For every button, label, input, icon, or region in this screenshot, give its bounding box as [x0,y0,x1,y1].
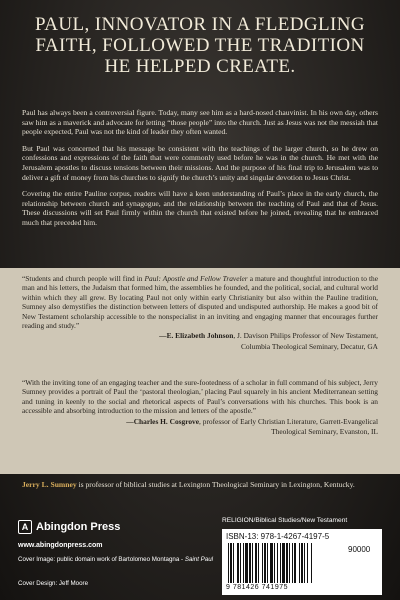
price-code: 90000 [348,545,371,554]
barcode-bar [243,543,244,583]
barcode-bar [299,543,300,583]
cover-design-credit: Cover Design: Jeff Moore [18,580,89,587]
barcode-bar [262,543,263,583]
barcode-bar [228,543,229,583]
barcode-bar [304,543,305,583]
barcode-bar [249,543,251,583]
barcode-bar [258,543,259,583]
reviewer-title: , professor of Early Christian Literature, Garrett-Evangelical [199,416,378,426]
barcode-bar [289,543,290,583]
book-title-italic: Paul: Apostle and Fellow Traveler [144,274,248,283]
publisher-name: Abingdon Press [36,521,121,533]
review-johnson [22,274,378,351]
review-cosgrove [22,378,378,436]
barcode-image [226,543,344,583]
isbn-label: ISBN-13: 978-1-4267-4197-5 [226,532,330,541]
author-bio-text: is professor of biblical studies at Lexington Theological Seminary in Lexington, Kentucky. [76,480,355,489]
review-quote [22,274,378,330]
barcode-bar [282,543,285,583]
barcode-bar [286,543,288,583]
barcode-bar [277,543,278,583]
barcode-bar [311,543,312,583]
author-name: Jerry L. Sumney [22,480,77,489]
barcode-bar [274,543,275,583]
headline-line-2: FAITH, FOLLOWED THE TRADITION [35,35,365,56]
barcode-digits: 9 781426 741975 [226,584,288,591]
barcode-bar [264,543,266,583]
barcode-bar [240,543,241,583]
reviews-panel [0,268,400,474]
barcode-bar [245,543,248,583]
review-attribution [22,331,378,340]
intro-paragraph-2: But Paul was concerned that his message be consistent with the teachings of the larger church, so he drew on confessions and expressions of the faith that were commonly used before he was in the church. He met with the Jerusalem apostles to discuss tensions between their missions. And the purpose of his final trip to Jerusalem was to deliver a gift of money from his churches to signify the church’s unity and singular devotion to Jesus Christ. [22,143,378,182]
cover-image-credit-text: Cover Image: public domain work of Bartolomeo Montagna - [18,556,185,563]
barcode-bar [280,543,281,583]
intro-paragraph-1: Paul has always been a controversial figure. Today, many see him as a hard-nosed chauvinist. In his own day, others saw him as a maverick and advocate for letting “those people” into the church. Just as Jesus was not the messiah that people expected, Paul was not the kind of leader they often wanted. [22,108,378,137]
headline-line-3: HE HELPED CREATE. [104,56,296,77]
barcode-bar [252,543,253,583]
abingdon-logo-icon: A [18,520,32,534]
barcode-bar [307,543,308,583]
publisher-website: www.abingdonpress.com [18,542,103,549]
review-attribution [22,417,378,426]
cover-image-title: Saint Paul [184,556,214,563]
barcode-bar [230,543,232,583]
headline-line-1: PAUL, INNOVATOR IN A FLEDGLING [35,14,365,35]
intro-paragraph-3: Covering the entire Pauline corpus, readers will have a keen understanding of Paul’s place in the early church, the relationship between church and synagogue, and the relationship between the teaching of Paul and that of Jesus. These discussions will set Paul firmly within the church that existed before he joined, revealing that he embraced much that preceded him. [22,189,378,227]
barcode-bar [294,543,296,583]
barcode-bar [301,543,303,583]
barcode-bar [255,543,257,583]
barcode-bar [292,543,293,583]
intro-text [22,108,378,235]
review-quote: “With the inviting tone of an engaging teacher and the sure-footedness of a scholar in full command of his subject, Jerry Sumney provides a portrait of Paul the ‘pastoral theologian,’ placing Paul squarely in his ancient Mediterranean setting and tuning in keenly to the social and rhetorical aspects of Paul’s conversations with his churches. This book is an accessible and absorbing introduction to the mission and letters of the apostle.” [22,378,378,416]
reviewer-affiliation: Columbia Theological Seminary, Decatur, GA [240,341,378,351]
cover-image-credit [18,556,213,564]
barcode-bar [270,543,273,583]
category-label: RELIGION/Biblical Studies/New Testament [222,517,348,524]
isbn-barcode-box [222,529,382,595]
reviewer-title: , J. Davison Philips Professor of New Testament, [233,331,378,341]
barcode-bar [267,543,268,583]
reviewer-affiliation: Theological Seminary, Evanston, IL [271,427,378,437]
author-bio [22,480,378,490]
barcode-bar [237,543,239,583]
reviewer-name: —Charles H. Cosgrove [126,416,200,426]
review-text: “Students and church people will find in [22,274,145,283]
reviewer-name: —E. Elizabeth Johnson [159,331,234,341]
review-text: a mature and thoughtful introduction to the man and his letters, the Judaism that formed him, the assemblies he founded, and the political, social, and cultural world within which they all grew. By locating Paul not only within early Christianity but also within the Pauline tradition, Sumney also demystifies the distinction between letters of disputed and undisputed authorship. He makes a good bit of New Testament scholarship accessible to the nonspecialist in an inviting and engaging manner that encourages further reading and study.” [22,274,378,331]
barcode-bar [233,543,234,583]
publisher-logo [18,520,120,534]
headline [20,14,380,77]
